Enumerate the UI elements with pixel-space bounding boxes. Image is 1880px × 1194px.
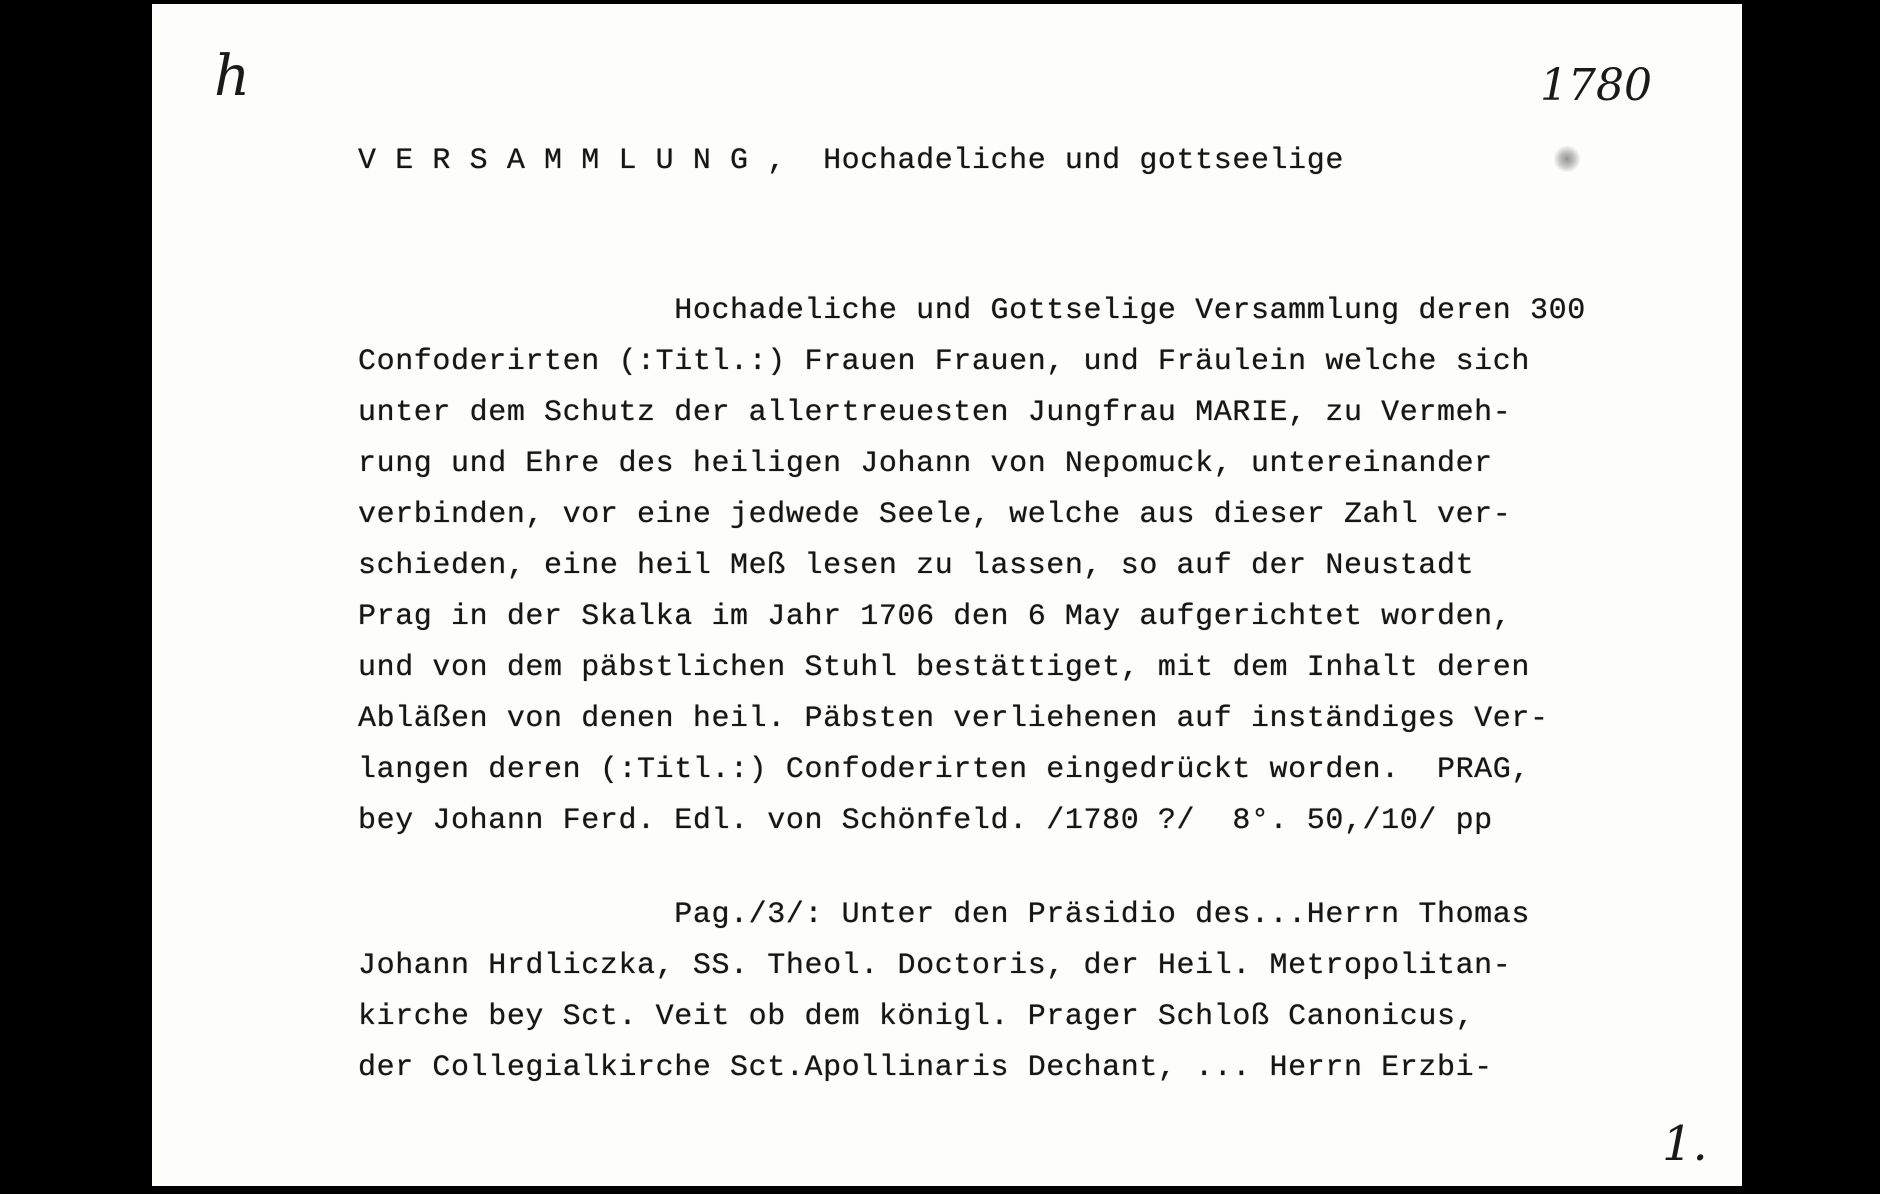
paragraph2-line: der Collegialkirche Sct.Apollinaris Dechant, ... Herrn Erzbi- bbox=[358, 1051, 1493, 1085]
paragraph1-line: Prag in der Skalka im Jahr 1706 den 6 May aufgerichtet worden, bbox=[358, 600, 1512, 634]
handwritten-year: 1780 bbox=[1540, 60, 1652, 111]
card-heading: V E R S A M M L U N G , Hochadeliche und gottseelige bbox=[358, 144, 1344, 178]
catalog-card bbox=[152, 4, 1742, 1186]
paragraph1-line: verbinden, vor eine jedwede Seele, welche aus dieser Zahl ver- bbox=[358, 498, 1512, 532]
paragraph2-line: kirche bey Sct. Veit ob dem königl. Prager Schloß Canonicus, bbox=[358, 1000, 1475, 1034]
paragraph1-line: Confoderirten (:Titl.:) Frauen Frauen, und Fräulein welche sich bbox=[358, 345, 1530, 379]
paragraph1-line: schieden, eine heil Meß lesen zu lassen, so auf der Neustadt bbox=[358, 549, 1475, 583]
paragraph1-line: rung und Ehre des heiligen Johann von Nepomuck, untereinander bbox=[358, 447, 1493, 481]
paragraph2-line: Johann Hrdliczka, SS. Theol. Doctoris, der Heil. Metropolitan- bbox=[358, 949, 1512, 983]
handwritten-page-number: 1. bbox=[1662, 1116, 1708, 1172]
paragraph1-line: langen deren (:Titl.:) Confoderirten eingedrückt worden. PRAG, bbox=[358, 753, 1530, 787]
handwritten-corner-mark: h bbox=[214, 44, 251, 109]
paragraph1-line: Abläßen von denen heil. Päbsten verliehenen auf inständiges Ver- bbox=[358, 702, 1549, 736]
paragraph1-line: bey Johann Ferd. Edl. von Schönfeld. /1780 ?/ 8°. 50,/10/ pp bbox=[358, 804, 1493, 838]
paragraph1-line: unter dem Schutz der allertreuesten Jungfrau MARIE, zu Vermeh- bbox=[358, 396, 1512, 430]
paragraph1-line: und von dem päbstlichen Stuhl bestättiget, mit dem Inhalt deren bbox=[358, 651, 1530, 685]
paragraph1-line: Hochadeliche und Gottselige Versammlung deren 300 bbox=[358, 294, 1586, 328]
paragraph2-line: Pag./3/: Unter den Präsidio des...Herrn Thomas bbox=[358, 898, 1530, 932]
ink-smudge bbox=[1554, 146, 1580, 172]
